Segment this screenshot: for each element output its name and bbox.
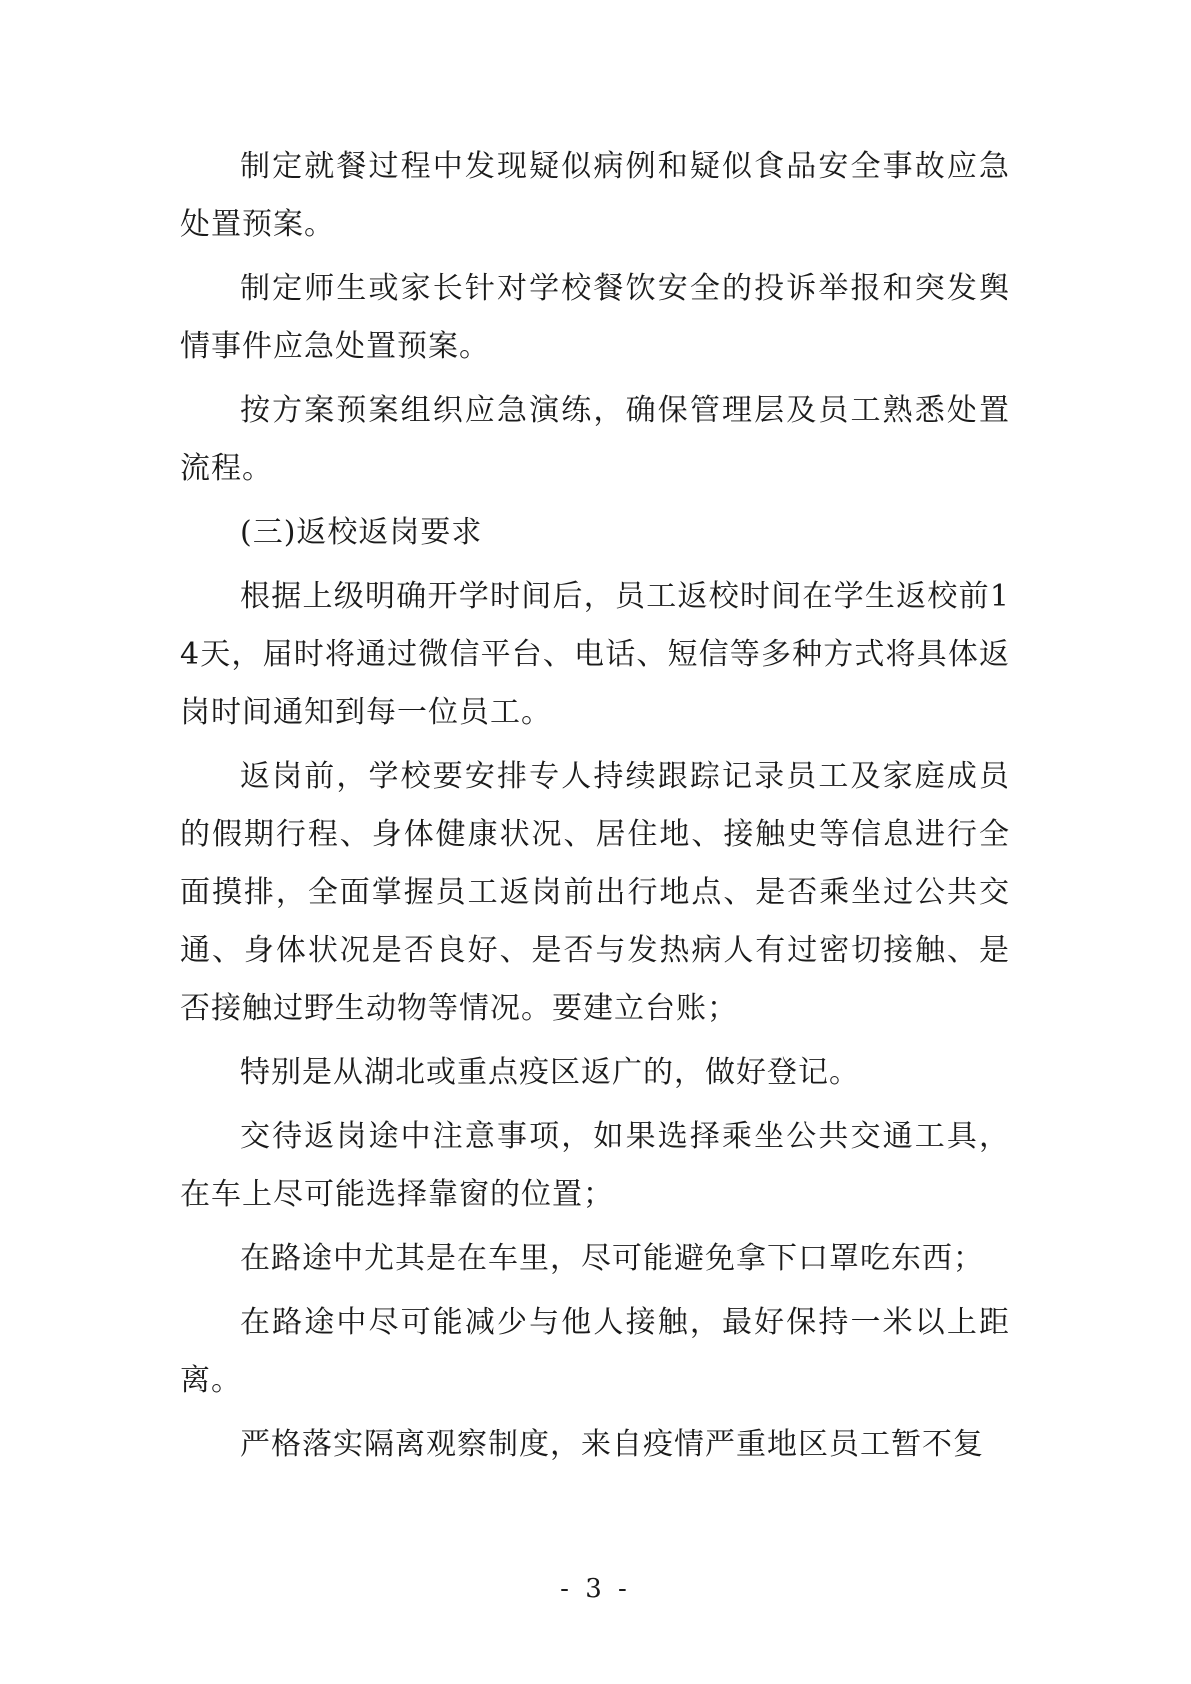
page-number: - 3 - [560, 1574, 631, 1604]
paragraph-return-time: 根据上级明确开学时间后，员工返校时间在学生返校前14天，届时将通过微信平台、电话、短信等多种方式将具体返岗时间通知到每一位员工。 [180, 579, 1010, 730]
paragraph-mask-precaution: 在路途中尤其是在车里，尽可能避免拿下口罩吃东西； [240, 1241, 984, 1276]
paragraph-hubei-registration: 特别是从湖北或重点疫区返广的，做好登记。 [240, 1055, 860, 1090]
paragraph-emergency-plan-complaints: 制定师生或家长针对学校餐饮安全的投诉举报和突发舆情事件应急处置预案。 [180, 271, 1010, 364]
paragraph-emergency-drill: 按方案预案组织应急演练，确保管理层及员工熟悉处置流程。 [180, 393, 1010, 486]
document-body [180, 138, 1010, 1480]
paragraph-distance-precaution: 在路途中尽可能减少与他人接触，最好保持一米以上距离。 [180, 1305, 1010, 1398]
paragraph-emergency-plan-dining: 制定就餐过程中发现疑似病例和疑似食品安全事故应急处置预案。 [180, 149, 1010, 242]
paragraph-pre-return-tracking: 返岗前，学校要安排专人持续跟踪记录员工及家庭成员的假期行程、身体健康状况、居住地、接触史等信息进行全面摸排，全面掌握员工返岗前出行地点、是否乘坐过公共交通、身体状况是否良好、是否与发热病人有过密切接触、是否接触过野生动物等情况。要建立台账； [180, 759, 1010, 1026]
section-heading-return-requirements: (三)返校返岗要求 [240, 515, 483, 550]
paragraph-isolation-observation: 严格落实隔离观察制度，来自疫情严重地区员工暂不复 [240, 1427, 984, 1462]
paragraph-transport-precautions: 交待返岗途中注意事项，如果选择乘坐公共交通工具，在车上尽可能选择靠窗的位置； [180, 1119, 1010, 1212]
